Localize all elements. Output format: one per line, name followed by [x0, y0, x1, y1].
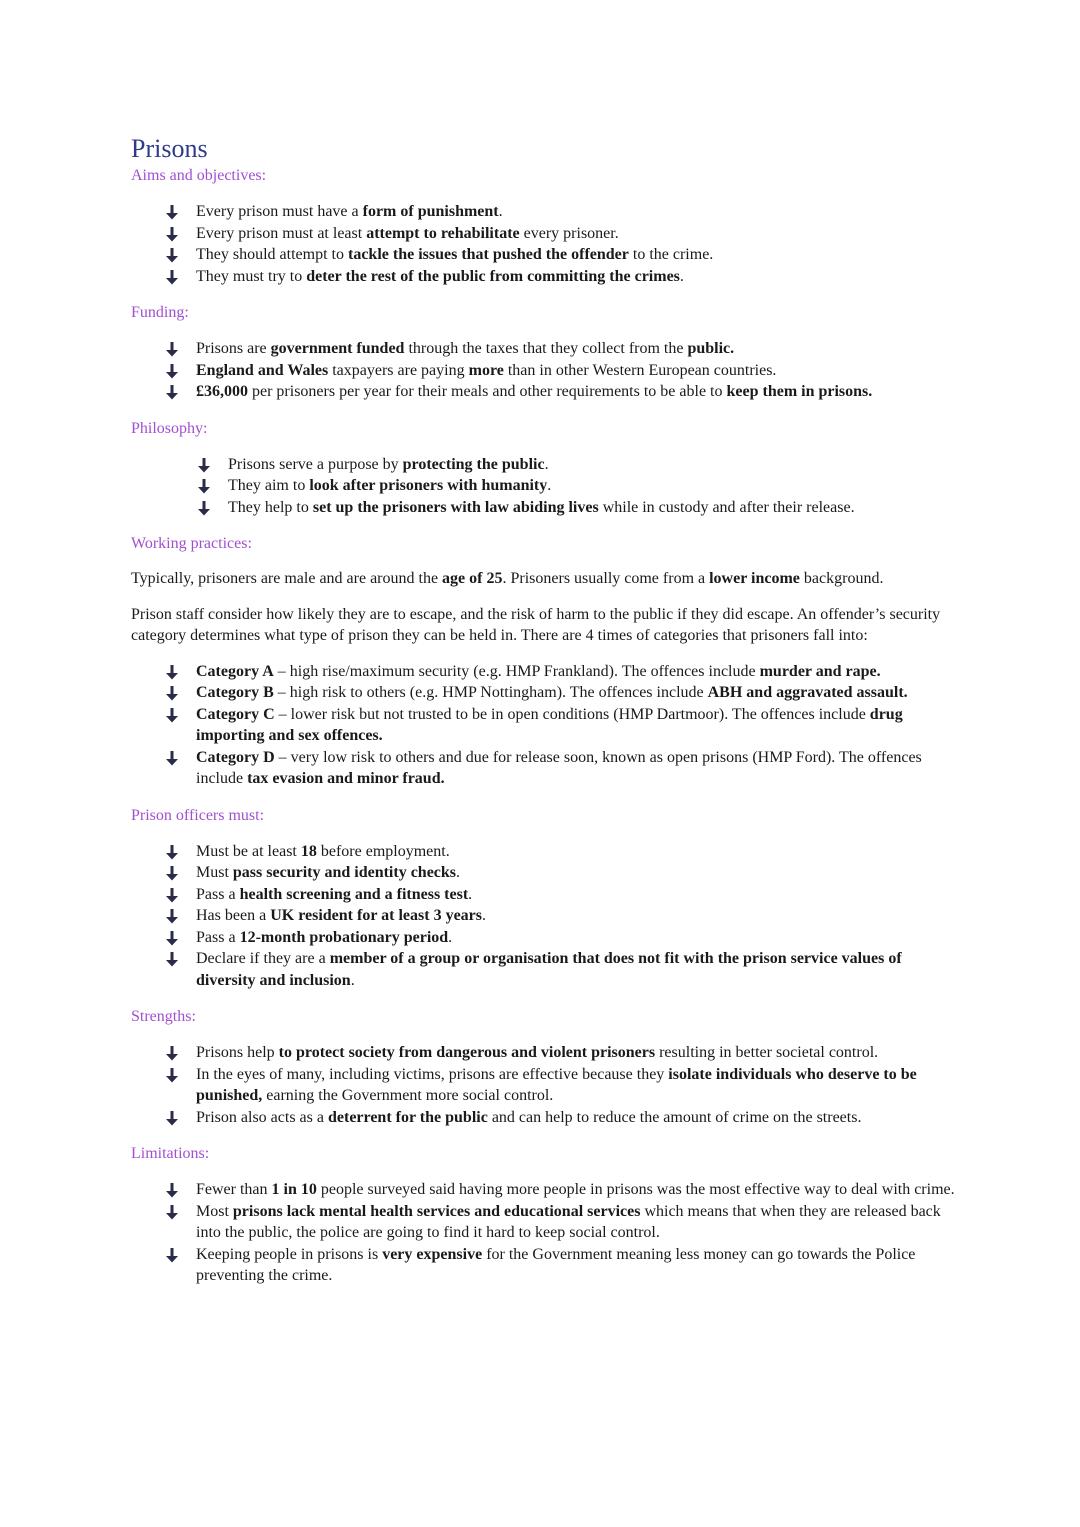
- bold-text: tackle the issues that pushed the offender: [347, 246, 629, 263]
- list-item-text: [228, 456, 549, 473]
- down-arrow-bullet-icon: [165, 951, 179, 967]
- text-run: taxpayers are paying: [328, 361, 469, 379]
- down-arrow-bullet-icon: [165, 341, 179, 357]
- working-practices-heading: Working practices:: [131, 535, 252, 552]
- text-run: Every prison must at least: [196, 224, 367, 242]
- working-paragraph-1: [131, 568, 961, 590]
- text-run: Most: [196, 1202, 233, 1220]
- funding-list: [131, 338, 961, 403]
- list-item: [131, 497, 961, 519]
- list-item-text: [196, 1246, 915, 1285]
- bold-text: member of a group or organisation that does not fit with the prison service values of diversity and inclusion: [196, 950, 902, 989]
- bold-text: tax evasion and minor fraud.: [247, 770, 445, 787]
- page-title: Prisons: [131, 134, 208, 163]
- bold-text: murder and rape.: [759, 662, 881, 680]
- philosophy-list: [131, 454, 961, 519]
- bold-text: pass security and identity checks: [232, 864, 457, 881]
- list-item-text: [196, 843, 450, 860]
- working-paragraph-2: [131, 604, 961, 647]
- list-item-text: [196, 225, 619, 242]
- down-arrow-bullet-icon: [197, 478, 211, 494]
- list-item: [131, 1201, 961, 1244]
- text-run: for the Government meaning less money can go towards the Police preventing the crime.: [196, 1245, 916, 1284]
- text-run: before employment.: [316, 842, 450, 860]
- text-run: .: [350, 971, 355, 989]
- text-run: background.: [799, 570, 884, 587]
- list-item-text: [196, 886, 472, 903]
- list-item: [131, 862, 961, 884]
- down-arrow-bullet-icon: [165, 1204, 179, 1220]
- list-item: [131, 927, 961, 949]
- text-run: – lower risk but not trusted to be in open conditions (HMP Dartmoor). The offences include: [274, 705, 870, 723]
- down-arrow-bullet-icon: [165, 750, 179, 766]
- text-run: Prisons serve a purpose by: [228, 455, 403, 473]
- text-run: Every prison must have a: [196, 203, 363, 220]
- down-arrow-bullet-icon: [165, 1182, 179, 1198]
- list-item-text: [196, 929, 452, 946]
- list-item: [131, 704, 961, 747]
- text-run: which means that when they are released back into the public, the police are going to find it hard to keep social control.: [196, 1202, 941, 1241]
- bold-text: age of 25: [442, 570, 503, 587]
- categories-list: [131, 661, 961, 790]
- list-item: [131, 1179, 961, 1201]
- bold-text: 12-month probationary period: [239, 928, 449, 946]
- bold-text: deter the rest of the public from committing the crimes: [306, 267, 680, 285]
- aims-list: [131, 201, 961, 287]
- down-arrow-bullet-icon: [165, 664, 179, 680]
- funding-heading: Funding:: [131, 304, 189, 321]
- philosophy-heading: Philosophy:: [131, 419, 208, 437]
- bold-text: Category B: [196, 684, 274, 701]
- bold-text: look after prisoners with humanity: [309, 477, 548, 494]
- down-arrow-bullet-icon: [197, 457, 211, 473]
- list-item: [131, 381, 961, 403]
- text-run: . Prisoners usually come from a: [502, 570, 710, 587]
- list-item: [131, 454, 961, 476]
- text-run: – high rise/maximum security (e.g. HMP Frankland). The offences include: [273, 662, 760, 680]
- list-item-text: [196, 203, 503, 220]
- down-arrow-bullet-icon: [165, 384, 179, 400]
- text-run: .: [544, 455, 549, 473]
- list-item-text: [196, 383, 872, 400]
- officers-list: [131, 841, 961, 992]
- down-arrow-bullet-icon: [165, 1247, 179, 1263]
- bold-text: health screening and a fitness test: [239, 885, 469, 903]
- bold-text: isolate individuals who deserve to be punished,: [196, 1065, 917, 1104]
- text-run: Fewer than: [196, 1181, 272, 1198]
- list-item-text: [196, 1181, 955, 1198]
- bold-text: government funded: [270, 340, 405, 357]
- bold-text: Category D: [196, 748, 275, 766]
- bold-text: to protect society from dangerous and violent prisoners: [278, 1044, 656, 1061]
- bold-text: protecting the public: [402, 455, 545, 473]
- down-arrow-bullet-icon: [165, 247, 179, 263]
- document-page: [131, 132, 961, 1287]
- down-arrow-bullet-icon: [165, 1110, 179, 1126]
- text-run: resulting in better societal control.: [655, 1044, 879, 1061]
- text-run: They aim to: [228, 477, 310, 494]
- text-run: to the crime.: [628, 246, 714, 263]
- down-arrow-bullet-icon: [165, 1067, 179, 1083]
- text-run: Keeping people in prisons is: [196, 1245, 383, 1263]
- bold-text: £36,000: [196, 383, 248, 400]
- text-run: Prisons help: [196, 1044, 279, 1061]
- list-item-text: [196, 864, 460, 881]
- text-run: Prisons are: [196, 340, 271, 357]
- bold-text: England and Wales: [196, 361, 329, 379]
- text-run: Must be at least: [196, 842, 301, 860]
- down-arrow-bullet-icon: [165, 930, 179, 946]
- bold-text: very expensive: [382, 1245, 483, 1263]
- text-run: per prisoners per year for their meals and other requirements to be able to: [248, 383, 727, 400]
- down-arrow-bullet-icon: [165, 226, 179, 242]
- list-item-text: [196, 246, 713, 263]
- list-item: [131, 661, 961, 683]
- strengths-heading: Strengths:: [131, 1008, 196, 1025]
- bold-text: drug importing and sex offences.: [196, 705, 903, 744]
- officers-heading: Prison officers must:: [131, 806, 265, 824]
- text-run: than in other Western European countries.: [503, 361, 777, 379]
- bold-text: 1 in 10: [271, 1181, 317, 1198]
- text-run: Prison also acts as a: [196, 1108, 328, 1126]
- bold-text: ABH and aggravated assault.: [707, 684, 908, 701]
- limitations-heading: Limitations:: [131, 1145, 210, 1162]
- list-item: [131, 201, 961, 223]
- down-arrow-bullet-icon: [165, 887, 179, 903]
- text-run: .: [456, 864, 461, 881]
- bold-text: Category C: [196, 705, 275, 723]
- list-item: [131, 948, 961, 991]
- bold-text: attempt to rehabilitate: [366, 224, 520, 242]
- bold-text: deterrent for the public: [327, 1108, 488, 1126]
- text-run: .: [547, 477, 552, 494]
- list-item-text: [196, 1109, 861, 1126]
- bold-text: UK resident for at least 3 years: [270, 907, 482, 924]
- limitations-list: [131, 1179, 961, 1287]
- text-run: earning the Government more social control.: [262, 1087, 554, 1104]
- bold-text: prisons lack mental health services and educational services: [232, 1202, 641, 1220]
- text-run: They should attempt to: [196, 246, 348, 263]
- text-run: Declare if they are a: [196, 950, 330, 967]
- bold-text: lower income: [709, 570, 800, 587]
- text-run: and can help to reduce the amount of crime on the streets.: [487, 1108, 862, 1126]
- list-item: [131, 682, 961, 704]
- text-run: people surveyed said having more people in prisons was the most effective way to deal with crime.: [316, 1181, 955, 1198]
- list-item: [131, 1042, 961, 1064]
- list-item-text: [196, 340, 734, 357]
- text-run: Has been a: [196, 907, 271, 924]
- list-item-text: [196, 950, 902, 989]
- text-run: while in custody and after their release.: [598, 498, 855, 516]
- bold-text: public.: [687, 340, 735, 357]
- strengths-list: [131, 1042, 961, 1128]
- list-item-text: [196, 268, 684, 285]
- list-item-text: [196, 684, 908, 701]
- down-arrow-bullet-icon: [165, 707, 179, 723]
- bold-text: set up the prisoners with law abiding lives: [312, 498, 599, 516]
- list-item: [131, 841, 961, 863]
- text-run: – very low risk to others and due for release soon, known as open prisons (HMP Ford). The offences include: [196, 748, 922, 787]
- text-run: .: [498, 203, 503, 220]
- list-item: [131, 223, 961, 245]
- list-item-text: [228, 477, 551, 494]
- text-run: Pass a: [196, 928, 240, 946]
- list-item: [131, 1244, 961, 1287]
- list-item-text: [196, 1203, 941, 1242]
- list-item-text: [196, 362, 776, 379]
- text-run: .: [448, 928, 453, 946]
- text-run: In the eyes of many, including victims, prisons are effective because they: [196, 1065, 669, 1083]
- down-arrow-bullet-icon: [165, 844, 179, 860]
- bold-text: more: [468, 361, 504, 379]
- text-run: .: [468, 885, 473, 903]
- list-item-text: [196, 907, 486, 924]
- list-item: [131, 1064, 961, 1107]
- list-item-text: [196, 663, 881, 680]
- list-item-text: [196, 1066, 917, 1105]
- list-item: [131, 475, 961, 497]
- list-item-text: [196, 706, 903, 745]
- bold-text: form of punishment: [362, 203, 499, 220]
- bold-text: Category A: [196, 662, 274, 680]
- text-run: Prison staff consider how likely they are to escape, and the risk of harm to the public if they did escape. An offender’s security category determines what type of prison they can be held in. There are 4 times of categories that prisoners fall into:: [131, 605, 941, 644]
- bold-text: 18: [300, 842, 317, 860]
- text-run: .: [482, 907, 486, 924]
- list-item: [131, 360, 961, 382]
- down-arrow-bullet-icon: [165, 685, 179, 701]
- text-run: Typically, prisoners are male and are around the: [131, 570, 443, 587]
- list-item-text: [228, 499, 855, 516]
- down-arrow-bullet-icon: [165, 908, 179, 924]
- down-arrow-bullet-icon: [165, 204, 179, 220]
- text-run: They help to: [228, 498, 313, 516]
- down-arrow-bullet-icon: [165, 269, 179, 285]
- list-item: [131, 244, 961, 266]
- list-item: [131, 266, 961, 288]
- down-arrow-bullet-icon: [165, 1045, 179, 1061]
- list-item: [131, 1107, 961, 1129]
- bold-text: keep them in prisons.: [726, 383, 873, 400]
- text-run: .: [679, 267, 684, 285]
- list-item-text: [196, 1044, 878, 1061]
- down-arrow-bullet-icon: [197, 500, 211, 516]
- down-arrow-bullet-icon: [165, 865, 179, 881]
- aims-heading: Aims and objectives:: [131, 167, 267, 184]
- text-run: Must: [196, 864, 233, 881]
- down-arrow-bullet-icon: [165, 363, 179, 379]
- list-item: [131, 747, 961, 790]
- text-run: They must try to: [196, 267, 307, 285]
- list-item: [131, 905, 961, 927]
- list-item: [131, 338, 961, 360]
- text-run: through the taxes that they collect from the: [404, 340, 688, 357]
- list-item-text: [196, 749, 922, 788]
- text-run: Pass a: [196, 885, 240, 903]
- list-item: [131, 884, 961, 906]
- text-run: – high risk to others (e.g. HMP Nottingham). The offences include: [273, 684, 708, 701]
- text-run: every prisoner.: [519, 224, 619, 242]
